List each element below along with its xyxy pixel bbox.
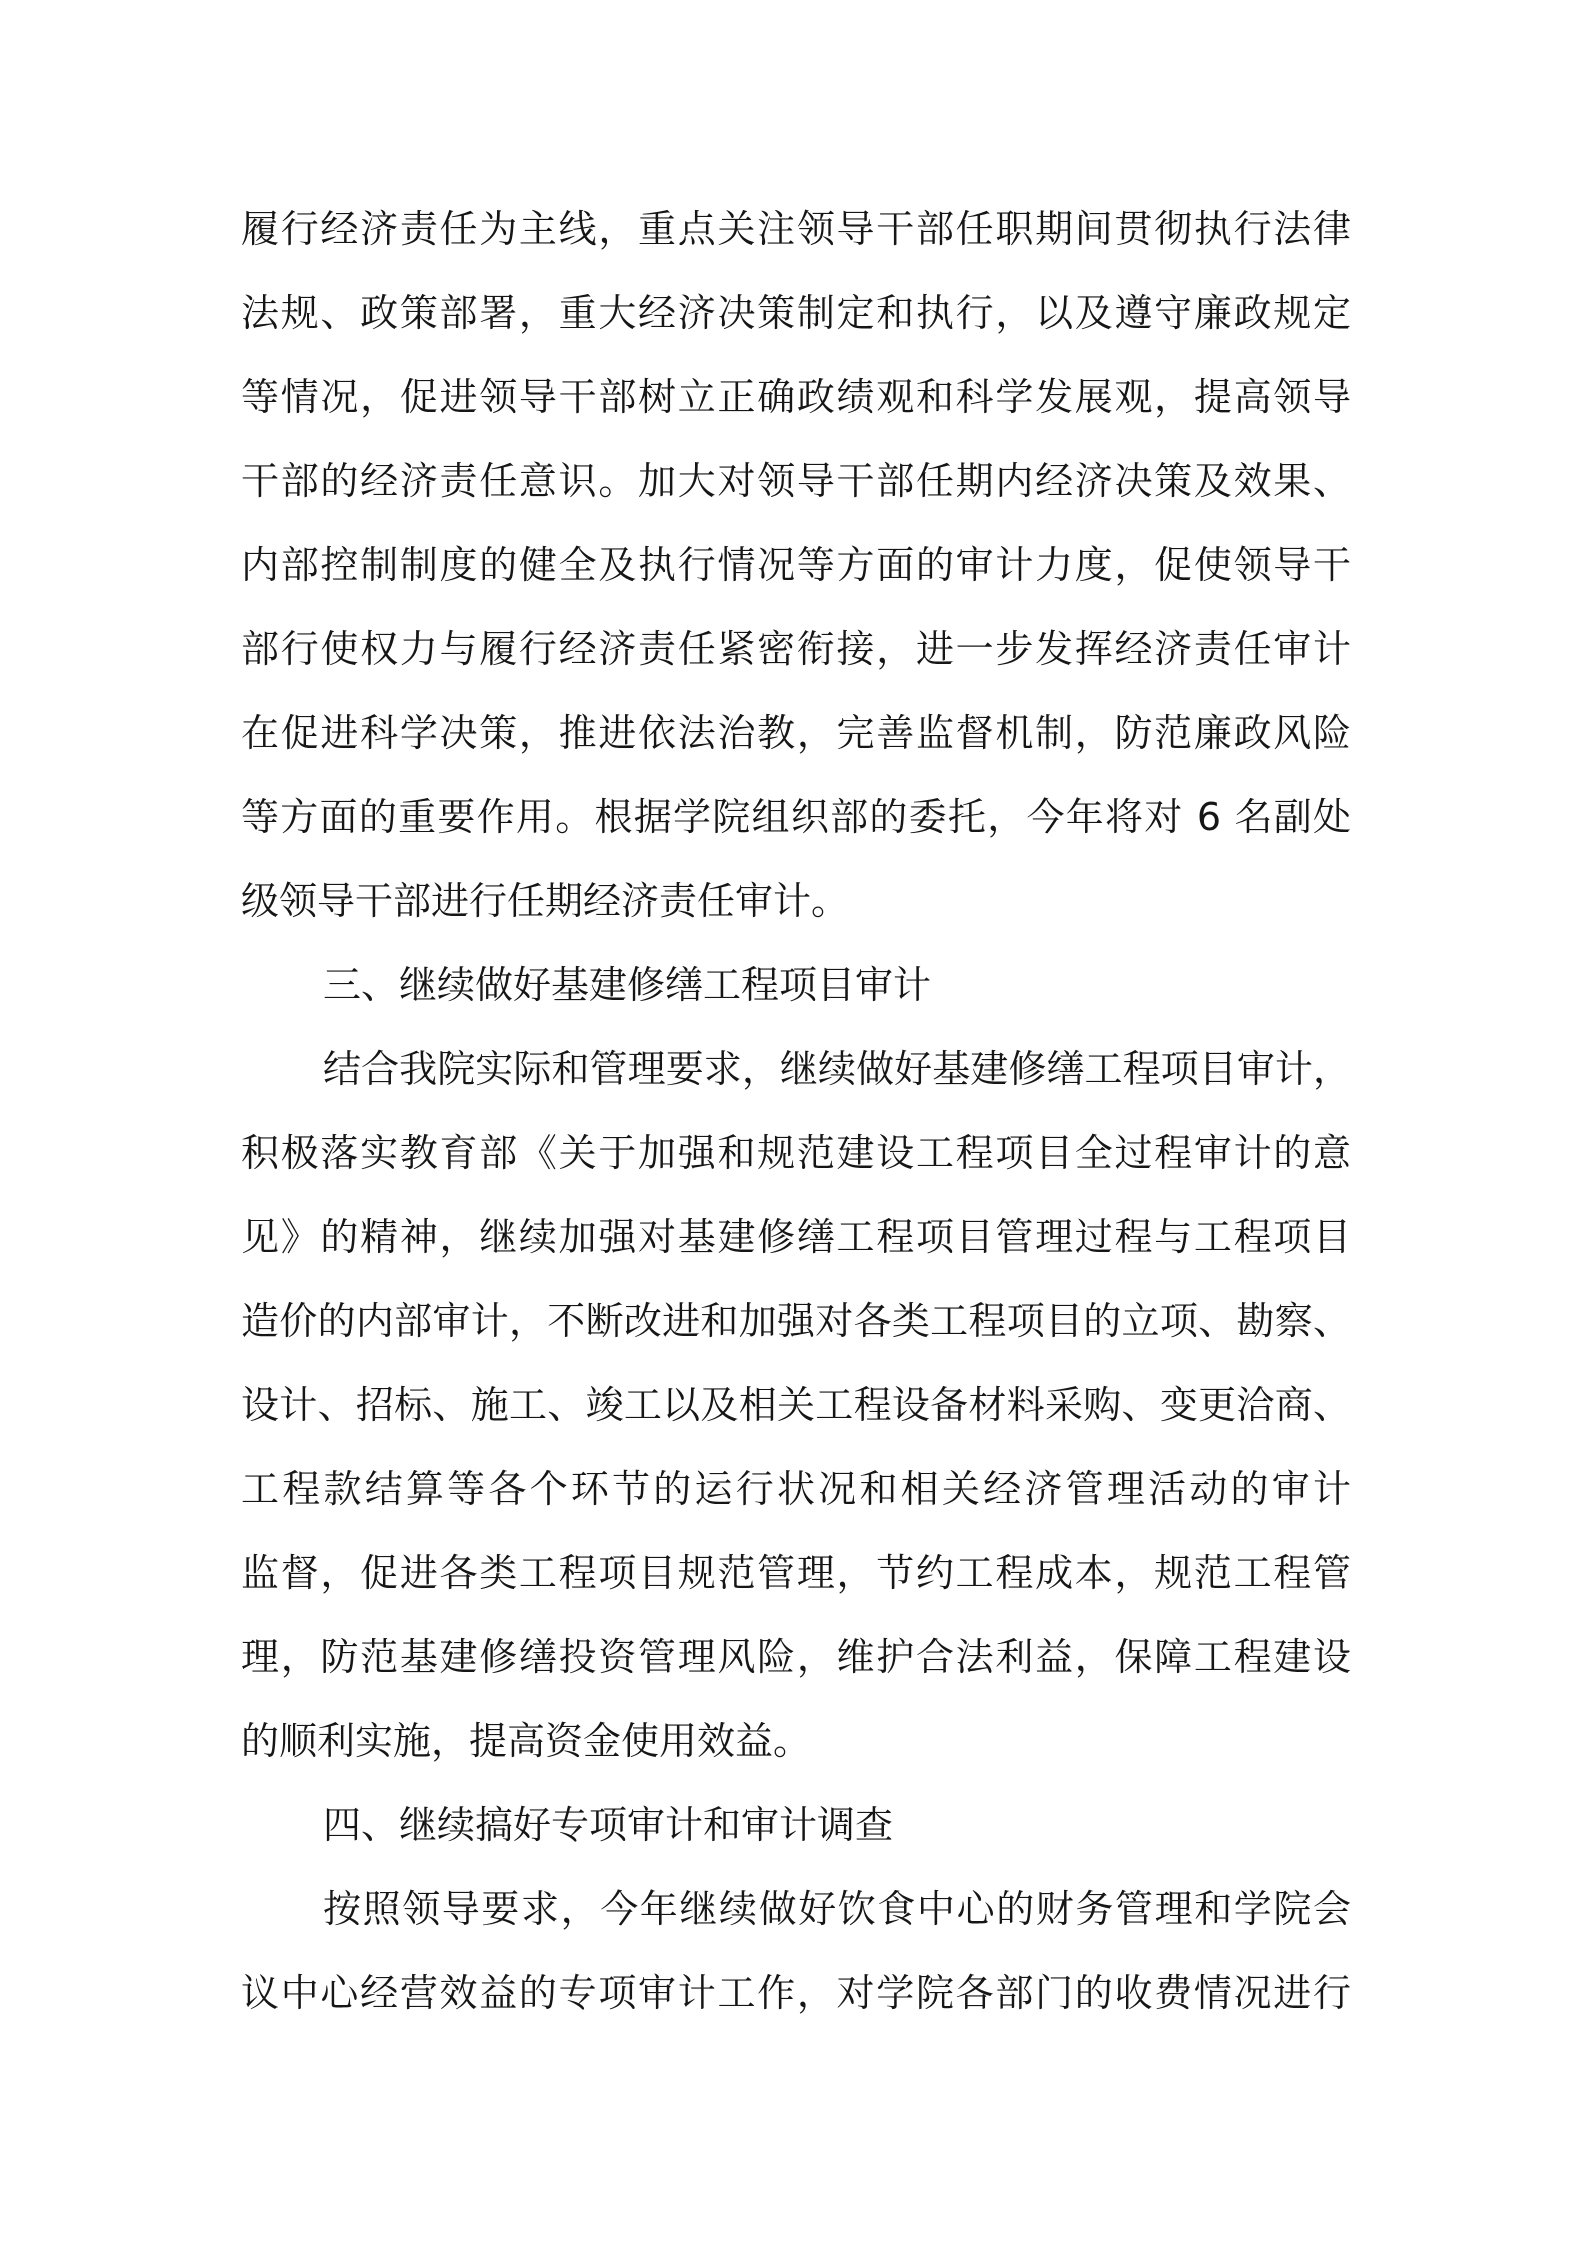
paragraph-line: 等方面的重要作用。根据学院组织部的委托，今年将对 6 名副处	[241, 795, 1351, 839]
paragraph-line: 理，防范基建修缮投资管理风险，维护合法利益，保障工程建设	[241, 1635, 1351, 1679]
paragraph-line: 法规、政策部署，重大经济决策制定和执行，以及遵守廉政规定	[241, 291, 1351, 335]
paragraph-line: 履行经济责任为主线，重点关注领导干部任职期间贯彻执行法律	[241, 207, 1351, 251]
paragraph-line: 工程款结算等各个环节的运行状况和相关经济管理活动的审计	[241, 1467, 1351, 1511]
paragraph-line: 在促进科学决策，推进依法治教，完善监督机制，防范廉政风险	[241, 711, 1351, 755]
section-heading: 三、继续做好基建修缮工程项目审计	[323, 963, 932, 1007]
paragraph-line: 干部的经济责任意识。加大对领导干部任期内经济决策及效果、	[241, 459, 1351, 503]
paragraph-line: 造价的内部审计，不断改进和加强对各类工程项目的立项、勘察、	[241, 1299, 1351, 1343]
paragraph-line: 议中心经营效益的专项审计工作，对学院各部门的收费情况进行	[241, 1971, 1351, 2015]
paragraph-line: 设计、招标、施工、竣工以及相关工程设备材料采购、变更洽商、	[241, 1383, 1351, 1427]
paragraph-line: 监督，促进各类工程项目规范管理，节约工程成本，规范工程管	[241, 1551, 1351, 1595]
paragraph-line: 结合我院实际和管理要求，继续做好基建修缮工程项目审计，	[323, 1047, 1351, 1091]
paragraph-line: 等情况，促进领导干部树立正确政绩观和科学发展观，提高领导	[241, 375, 1351, 419]
paragraph-line: 的顺利实施，提高资金使用效益。	[241, 1719, 812, 1763]
paragraph-line: 积极落实教育部《关于加强和规范建设工程项目全过程审计的意	[241, 1131, 1351, 1175]
paragraph-line: 见》的精神，继续加强对基建修缮工程项目管理过程与工程项目	[241, 1215, 1351, 1259]
paragraph-line: 部行使权力与履行经济责任紧密衔接，进一步发挥经济责任审计	[241, 627, 1351, 671]
paragraph-line: 级领导干部进行任期经济责任审计。	[241, 879, 850, 923]
paragraph-line: 按照领导要求，今年继续做好饮食中心的财务管理和学院会	[323, 1887, 1351, 1931]
section-heading: 四、继续搞好专项审计和审计调查	[323, 1803, 894, 1847]
paragraph-line: 内部控制制度的健全及执行情况等方面的审计力度，促使领导干	[241, 543, 1351, 587]
